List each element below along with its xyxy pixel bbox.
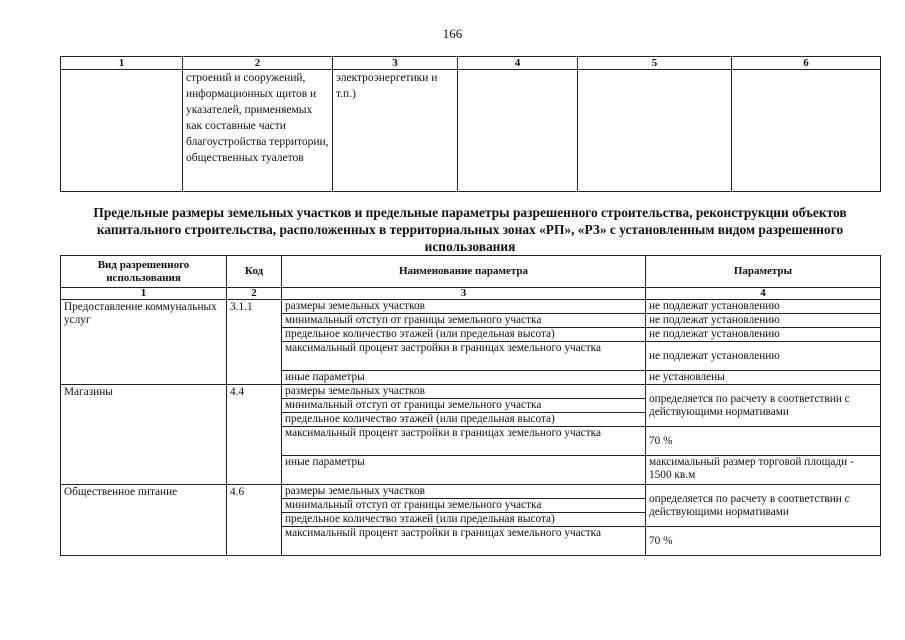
column-number: 5 (578, 57, 732, 70)
column-number: 1 (61, 288, 227, 300)
column-number: 4 (458, 57, 578, 70)
column-number: 6 (732, 57, 881, 70)
param-value: не подлежат установлению (646, 314, 881, 328)
header-kind: Вид разрешенного использования (61, 256, 227, 288)
header-code: Код (227, 256, 282, 288)
table-cell: электроэнергетики и т.п.) (333, 70, 458, 192)
column-number: 2 (183, 57, 333, 70)
param-value: определяется по расчету в соответствии с действующими нормативами (646, 385, 881, 427)
table-row (61, 70, 881, 192)
param-value: не подлежат установлению (646, 300, 881, 314)
table-cell: строений и сооружений, информационных щитов и указателей, применяемых как составные части благоустройства территории, общественных туалетов (183, 70, 333, 192)
table-row (61, 485, 881, 499)
param-value: не подлежат установлению (646, 328, 881, 342)
use-kind: Предоставление коммунальных услуг (61, 300, 227, 385)
table-cell (578, 70, 732, 192)
param-name: предельное количество этажей (или предельная высота) (282, 328, 646, 342)
column-number: 3 (282, 288, 646, 300)
use-code: 4.6 (227, 485, 282, 556)
continuation-table-header (61, 57, 881, 70)
param-name: минимальный отступ от границы земельного участка (282, 399, 646, 413)
param-name: размеры земельных участков (282, 485, 646, 499)
param-name: иные параметры (282, 456, 646, 485)
param-name: максимальный процент застройки в границах земельного участка (282, 342, 646, 371)
param-name: максимальный процент застройки в границах земельного участка (282, 427, 646, 456)
column-numbers-row (61, 288, 881, 300)
use-kind: Магазины (61, 385, 227, 485)
param-name: минимальный отступ от границы земельного участка (282, 314, 646, 328)
table-row (61, 300, 881, 314)
param-value: максимальный размер торговой площади - 1500 кв.м (646, 456, 881, 485)
param-name: размеры земельных участков (282, 385, 646, 399)
header-param: Наименование параметра (282, 256, 646, 288)
param-name: иные параметры (282, 371, 646, 385)
parameters-table-header (61, 256, 881, 288)
param-name: предельное количество этажей (или предельная высота) (282, 413, 646, 427)
param-value: не установлены (646, 371, 881, 385)
table-cell (732, 70, 881, 192)
param-value: 70 % (646, 427, 881, 456)
param-value: 70 % (646, 527, 881, 556)
use-code: 4.4 (227, 385, 282, 485)
param-value: не подлежат установлению (646, 342, 881, 371)
page-number: 166 (442, 26, 463, 41)
column-number: 2 (227, 288, 282, 300)
column-number: 1 (61, 57, 183, 70)
section-heading: Предельные размеры земельных участков и предельные параметры разрешенного строительства, реконструкции объектов капитального строительства, расположенных в территориальных зонах «РП», «РЗ» с установленным видом разрешенного использования (93, 205, 847, 254)
param-name: предельное количество этажей (или предельная высота) (282, 513, 646, 527)
column-number: 4 (646, 288, 881, 300)
use-kind: Общественное питание (61, 485, 227, 556)
param-name: минимальный отступ от границы земельного участка (282, 499, 646, 513)
continuation-table (60, 56, 881, 192)
use-code: 3.1.1 (227, 300, 282, 385)
table-row (61, 385, 881, 399)
header-value: Параметры (646, 256, 881, 288)
param-value: определяется по расчету в соответствии с действующими нормативами (646, 485, 881, 527)
param-name: размеры земельных участков (282, 300, 646, 314)
parameters-table (60, 255, 881, 556)
column-number: 3 (333, 57, 458, 70)
param-name: максимальный процент застройки в границах земельного участка (282, 527, 646, 556)
table-cell (61, 70, 183, 192)
table-cell (458, 70, 578, 192)
